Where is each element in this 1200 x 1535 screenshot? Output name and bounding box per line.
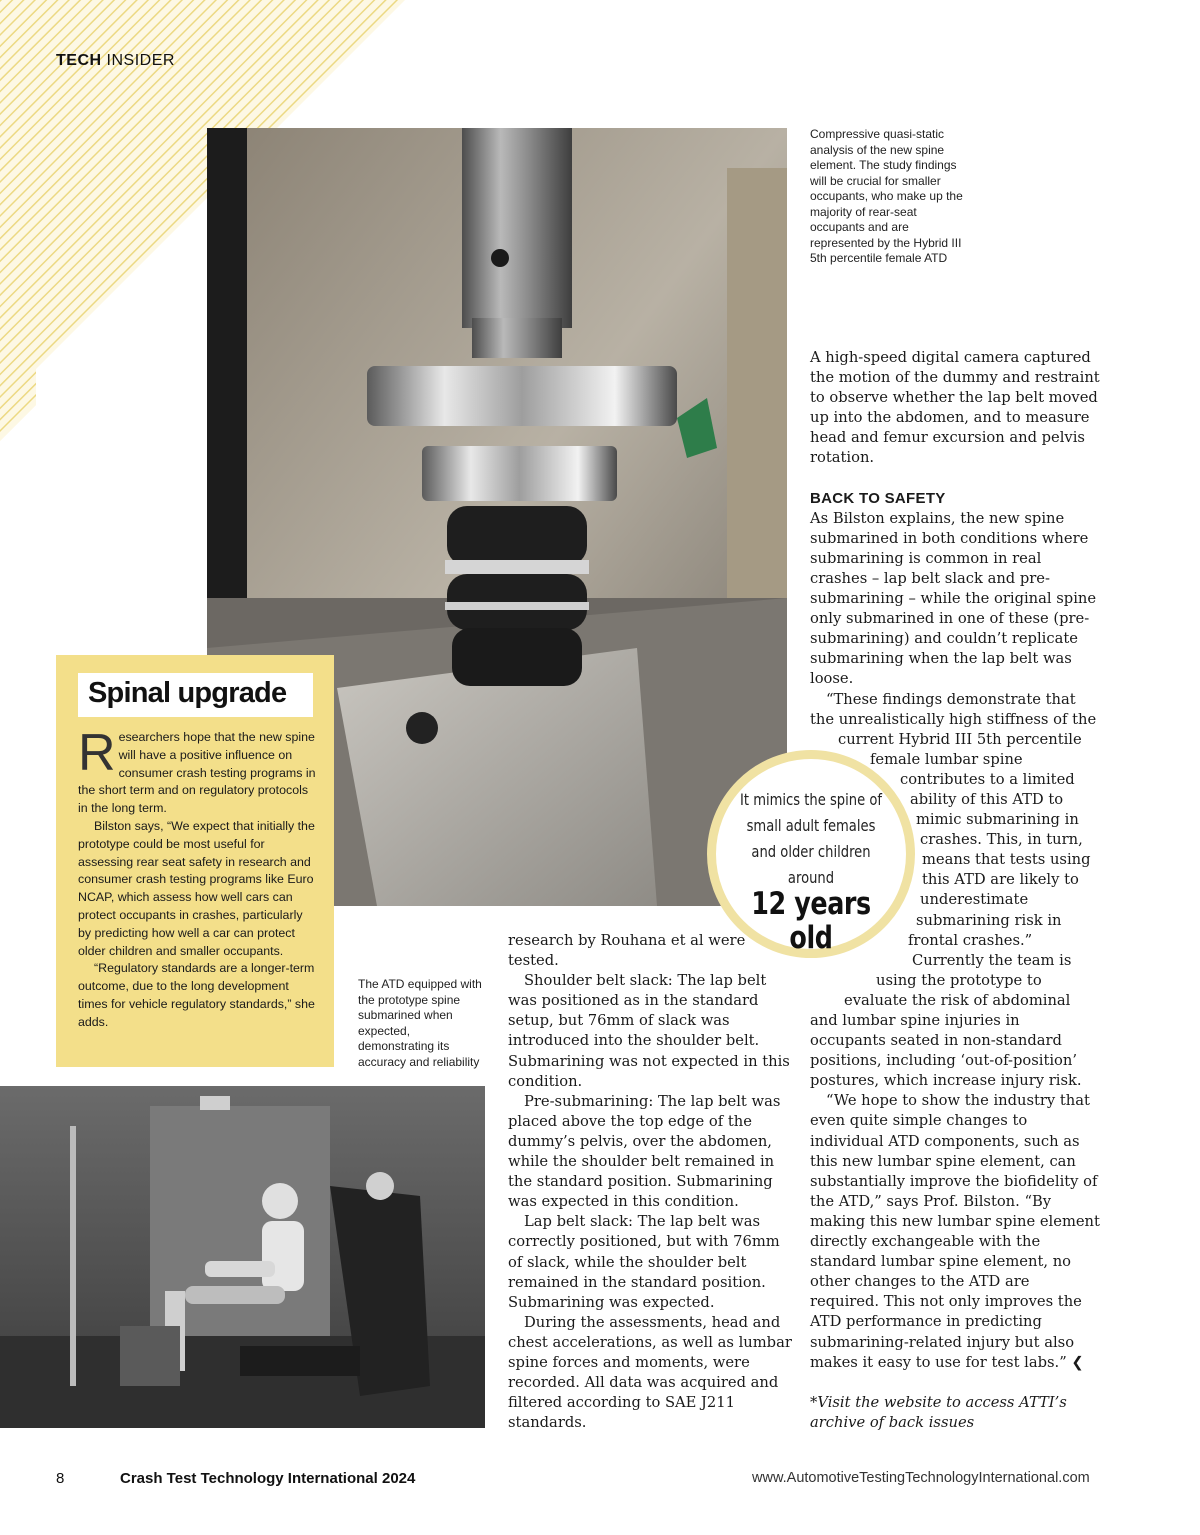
- right-paragraph-2: As Bilston explains, the new spine submarined in both conditions where submarining is common in real crashes – lap belt slack and pre-submarining – while the original spine only submarined in one of these (pre-submarining) and couldn’t replicate submarining when the lap belt was loose.: [810, 509, 1097, 688]
- section-label: [56, 52, 175, 70]
- mid-paragraph-4: Lap belt slack: The lap belt was correctly positioned, but with 76mm of slack, while the shoulder belt remained in the standard position. Submarining was expected.: [508, 1213, 780, 1311]
- mid-paragraph-1: research by Rouhana et al were tested.: [508, 932, 746, 970]
- pull-quote-text: It mimics the spine of small adult females and older children around: [740, 790, 882, 887]
- page-number: 8: [56, 1470, 65, 1487]
- caption-top-photo: Compressive quasi-static analysis of the new spine element. The study findings will be crucial for smaller occupants, who make up the majority of rear-seat occupants and are represented by the Hybrid III 5th percentile female ATD: [810, 127, 963, 265]
- atd-sled-photo: [0, 1086, 485, 1428]
- sidebar-paragraph-2: Bilston says, “We expect that initially the prototype could be most useful for assessing rear seat safety in research and consumer crash testing programs like Euro NCAP, which assess how well cars can protect occupants in crashes, particularly by predicting how well a car can protect older children and smaller occupants.: [78, 818, 315, 958]
- sidebar-title-box: [78, 673, 313, 717]
- body-column-middle: [508, 931, 793, 1433]
- caption-bottom-photo: The ATD equipped with the prototype spine submarined when expected, demonstrating its accuracy and reliability: [358, 977, 482, 1069]
- pull-quote-highlight: 12 years old: [751, 886, 871, 956]
- pull-quote-circle: [707, 750, 915, 958]
- section-label-bold: TECH: [56, 52, 102, 69]
- footnote: *Visit the website to access ATTI’s archive of back issues: [810, 1393, 1067, 1431]
- sidebar-body: [78, 724, 318, 1032]
- website-url: www.AutomotiveTestingTechnologyInternational.com: [752, 1470, 1090, 1486]
- section-label-rest: INSIDER: [106, 52, 175, 69]
- right-paragraph-3: “These findings demonstrate that the unrealistically high stiffness of the current Hybrid III 5th percentile female lumbar spine contributes to a limited ability of this ATD to mimic submarining in crashes. This, in turn, means that tests using this ATD are likely to underestimate submarining risk in frontal crashes.”: [810, 690, 1097, 949]
- sidebar-box: [56, 655, 334, 1067]
- mid-paragraph-5: During the assessments, head and chest accelerations, as well as lumbar spine forces and moments, were recorded. All data was acquired and filtered according to SAE J211 standards.: [508, 1313, 792, 1432]
- right-paragraph-1: A high-speed digital camera captured the motion of the dummy and restraint to observe whether the lap belt moved up into the abdomen, and to measure head and femur excursion and pelvis rotation.: [810, 349, 1100, 467]
- magazine-title: Crash Test Technology International 2024: [120, 1470, 416, 1487]
- subheading: BACK TO SAFETY: [810, 489, 946, 507]
- sidebar-title: Spinal upgrade: [88, 677, 287, 709]
- right-paragraph-5-text: “We hope to show the industry that even quite simple changes to individual ATD components, such as this new lumbar spine element, can substantially improve the biofidelity of the ATD,” says Prof. Bilston. “By making this new lumbar spine element directly exchangeable with the standard lumbar spine element, no other changes to the ATD are required. This not only improves the ATD performance in predicting submarining-related injury but also makes it easy to use for test labs.”: [810, 1092, 1100, 1371]
- sidebar-paragraph-3: “Regulatory standards are a longer-term outcome, due to the long development times for vehicle regulatory standards,” she adds.: [78, 961, 315, 1029]
- right-paragraph-4: Currently the team is using the prototype to evaluate the risk of abdominal and lumbar spine injuries in occupants seated in non-standard positions, including ‘out-of-position’ postures, which increase injury risk.: [810, 951, 1082, 1090]
- mid-paragraph-2: Shoulder belt slack: The lap belt was positioned as in the standard setup, but 76mm of slack was introduced into the shoulder belt. Submarining was not expected in this condition.: [508, 972, 790, 1090]
- dropcap: R: [78, 724, 116, 782]
- right-paragraph-5: [810, 1091, 1100, 1372]
- mid-paragraph-3: Pre-submarining: The lap belt was placed above the top edge of the dummy’s pelvis, over the abdomen, while the shoulder belt remained in the standard position. Submarining was expected in this condition.: [508, 1092, 781, 1211]
- sidebar-paragraph-1: esearchers hope that the new spine will have a positive influence on consumer crash testing programs in the short term and on regulatory protocols in the long term.: [78, 730, 316, 816]
- end-mark-icon: ❮: [1071, 1353, 1084, 1371]
